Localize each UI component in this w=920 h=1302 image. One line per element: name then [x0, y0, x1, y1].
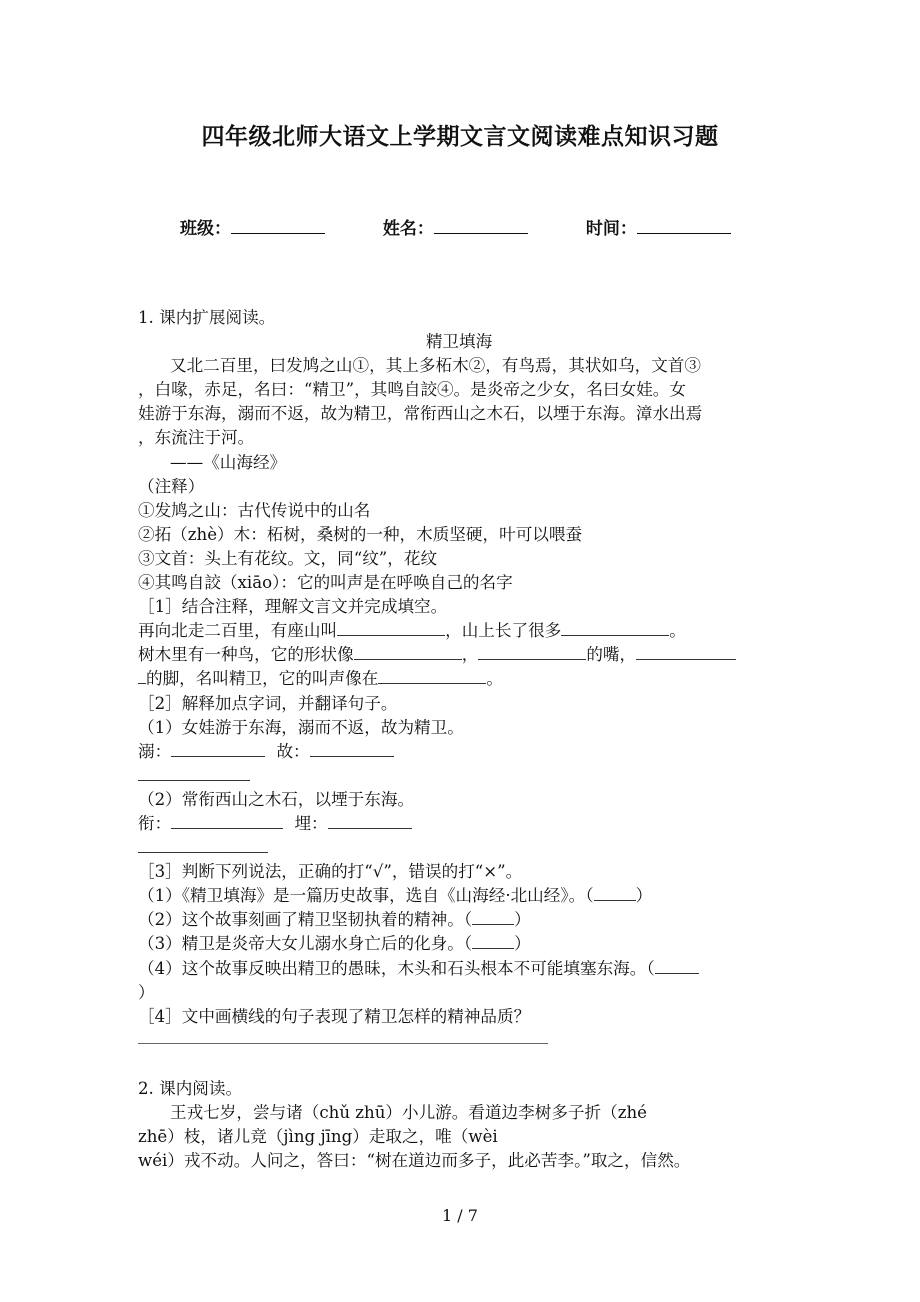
sub2-prompt: ［2］解释加点字词，并翻译句子。	[138, 693, 398, 713]
class-field	[180, 214, 325, 239]
page-number: 1 / 7	[442, 1206, 478, 1225]
answer-blank[interactable]	[310, 742, 394, 757]
answer-blank[interactable]	[594, 886, 636, 901]
answer-blank[interactable]	[337, 621, 445, 636]
answer-blank[interactable]	[138, 766, 250, 781]
passage-line-2: ，白喙，赤足，名曰：“精卫”，其鸣自詨④。是炎帝之少女，名曰女娃。女	[138, 380, 686, 400]
judge-close: ）	[635, 886, 653, 906]
spacer	[138, 1053, 780, 1077]
answer-blank[interactable]	[472, 910, 514, 925]
sub4-answer-line[interactable]	[138, 1043, 548, 1044]
note-4: ④其鸣自詨（xiāo）：它的叫声是在呼唤自己的名字	[138, 573, 513, 593]
class-label: 班级：	[180, 219, 231, 239]
answer-blank[interactable]	[138, 838, 268, 853]
sub3-prompt: ［3］判断下列说法，正确的打“√”，错误的打“×”。	[138, 862, 523, 882]
answer-blank[interactable]	[138, 669, 146, 684]
answer-blank[interactable]	[478, 645, 586, 660]
sub2-item-2-translation	[138, 836, 780, 860]
document-title: 四年级北师大语文上学期文言文阅读难点知识习题	[201, 124, 719, 150]
q1-heading: 1. 课内扩展阅读。	[138, 308, 276, 327]
sub3-item-3	[138, 932, 780, 956]
time-field	[586, 214, 731, 239]
sub3-item-2	[138, 908, 780, 932]
name-label: 姓名：	[382, 219, 434, 239]
q2-line-1: 王戎七岁，尝与诸（chǔ zhū）小儿游。看道边李树多子折（zhé	[170, 1102, 647, 1122]
sub4-prompt: ［4］文中画横线的句子表现了精卫怎样的精神品质？	[138, 1006, 531, 1026]
q2-heading: 2. 课内阅读。	[138, 1078, 243, 1098]
passage-line-3: 娃游于东海，溺而不返，故为精卫，常衔西山之木石，以堙于东海。漳水出焉	[138, 404, 703, 424]
sub1-prompt: ［1］结合注释，理解文言文并完成填空。	[138, 597, 448, 617]
sub1-text: ，山上长了很多	[445, 621, 562, 641]
sub1-text: 的脚，名叫精卫，它的叫声像在	[146, 669, 379, 689]
sub1-text: 再向北走二百里，有座山叫	[138, 621, 338, 641]
sub1-text: ，	[461, 645, 479, 665]
answer-blank[interactable]	[171, 742, 265, 757]
sub1-text: 树木里有一种鸟，它的形状像	[138, 645, 354, 665]
note-3: ③文首：头上有花纹。文，同“纹”，花纹	[138, 548, 438, 568]
sub2-item-1: （1）女娃游于东海，溺而不返，故为精卫。	[138, 717, 464, 737]
passage-title: 精卫填海	[425, 332, 493, 352]
class-blank[interactable]	[231, 216, 325, 234]
judge-text: （4）这个故事反映出精卫的愚昧，木头和石头根本不可能填塞东海。（	[138, 958, 655, 978]
sub3-item-1	[138, 884, 780, 908]
word-label: 埋：	[294, 813, 328, 833]
answer-blank[interactable]	[378, 669, 486, 684]
sub1-text: 。	[669, 621, 686, 641]
sub1-fill-line-3	[138, 667, 780, 691]
answer-blank[interactable]	[655, 959, 699, 974]
sub3-item-4	[138, 957, 780, 981]
judge-close: ）	[514, 910, 531, 930]
judge-text: （3）精卫是炎帝大女儿溺水身亡后的化身。（	[138, 934, 473, 954]
time-label: 时间：	[585, 219, 637, 239]
q2-line-2: zhē）枝，诸儿竞（jìng jīng）走取之，唯（wèi	[138, 1127, 498, 1146]
sub2-item-2-words	[138, 812, 780, 836]
sub2-item-1-words	[138, 740, 780, 764]
sub2-item-2: （2）常衔西山之木石，以堙于东海。	[138, 789, 415, 809]
answer-blank[interactable]	[171, 814, 283, 829]
note-1: ①发鸠之山：古代传说中的山名	[138, 500, 371, 520]
note-2: ②拓（zhè）木：柘树，桑树的一种，木质坚硬，叶可以喂蚕	[138, 524, 583, 544]
name-field	[383, 214, 528, 239]
questions-body	[138, 306, 780, 1173]
student-info-row	[180, 214, 783, 239]
sub3-item-4-close: ）	[138, 982, 155, 1002]
answer-blank[interactable]	[472, 934, 514, 949]
passage-line-4: ，东流注于河。	[138, 428, 255, 448]
answer-blank[interactable]	[328, 814, 412, 829]
word-label: 溺：	[138, 741, 172, 761]
notes-heading: （注释）	[138, 476, 205, 496]
sub2-item-1-translation	[138, 764, 780, 788]
word-label: 衔：	[138, 813, 172, 833]
name-blank[interactable]	[434, 216, 528, 234]
q2-line-3: wéi）戎不动。人问之，答曰：“树在道边而多子，此必苦李。”取之，信然。	[138, 1151, 691, 1171]
sub1-text: 。	[486, 669, 503, 689]
answer-blank[interactable]	[354, 645, 462, 660]
judge-close: ）	[514, 934, 531, 954]
answer-blank[interactable]	[636, 645, 736, 660]
sub1-fill-line-1	[138, 619, 780, 643]
passage-line-1: 又北二百里，曰发鸠之山①，其上多柘木②，有鸟焉，其状如乌，文首③	[170, 356, 701, 376]
judge-text: （2）这个故事刻画了精卫坚韧执着的精神。（	[138, 910, 473, 930]
word-label: 故：	[276, 741, 310, 761]
judge-text: （1）《精卫填海》是一篇历史故事，选自《山海经·北山经》。（	[138, 886, 594, 906]
sub1-fill-line-2	[138, 643, 780, 667]
time-blank[interactable]	[637, 216, 731, 234]
answer-blank[interactable]	[561, 621, 669, 636]
sub1-text: 的嘴，	[586, 645, 637, 665]
passage-source: ——《山海经》	[170, 452, 287, 472]
